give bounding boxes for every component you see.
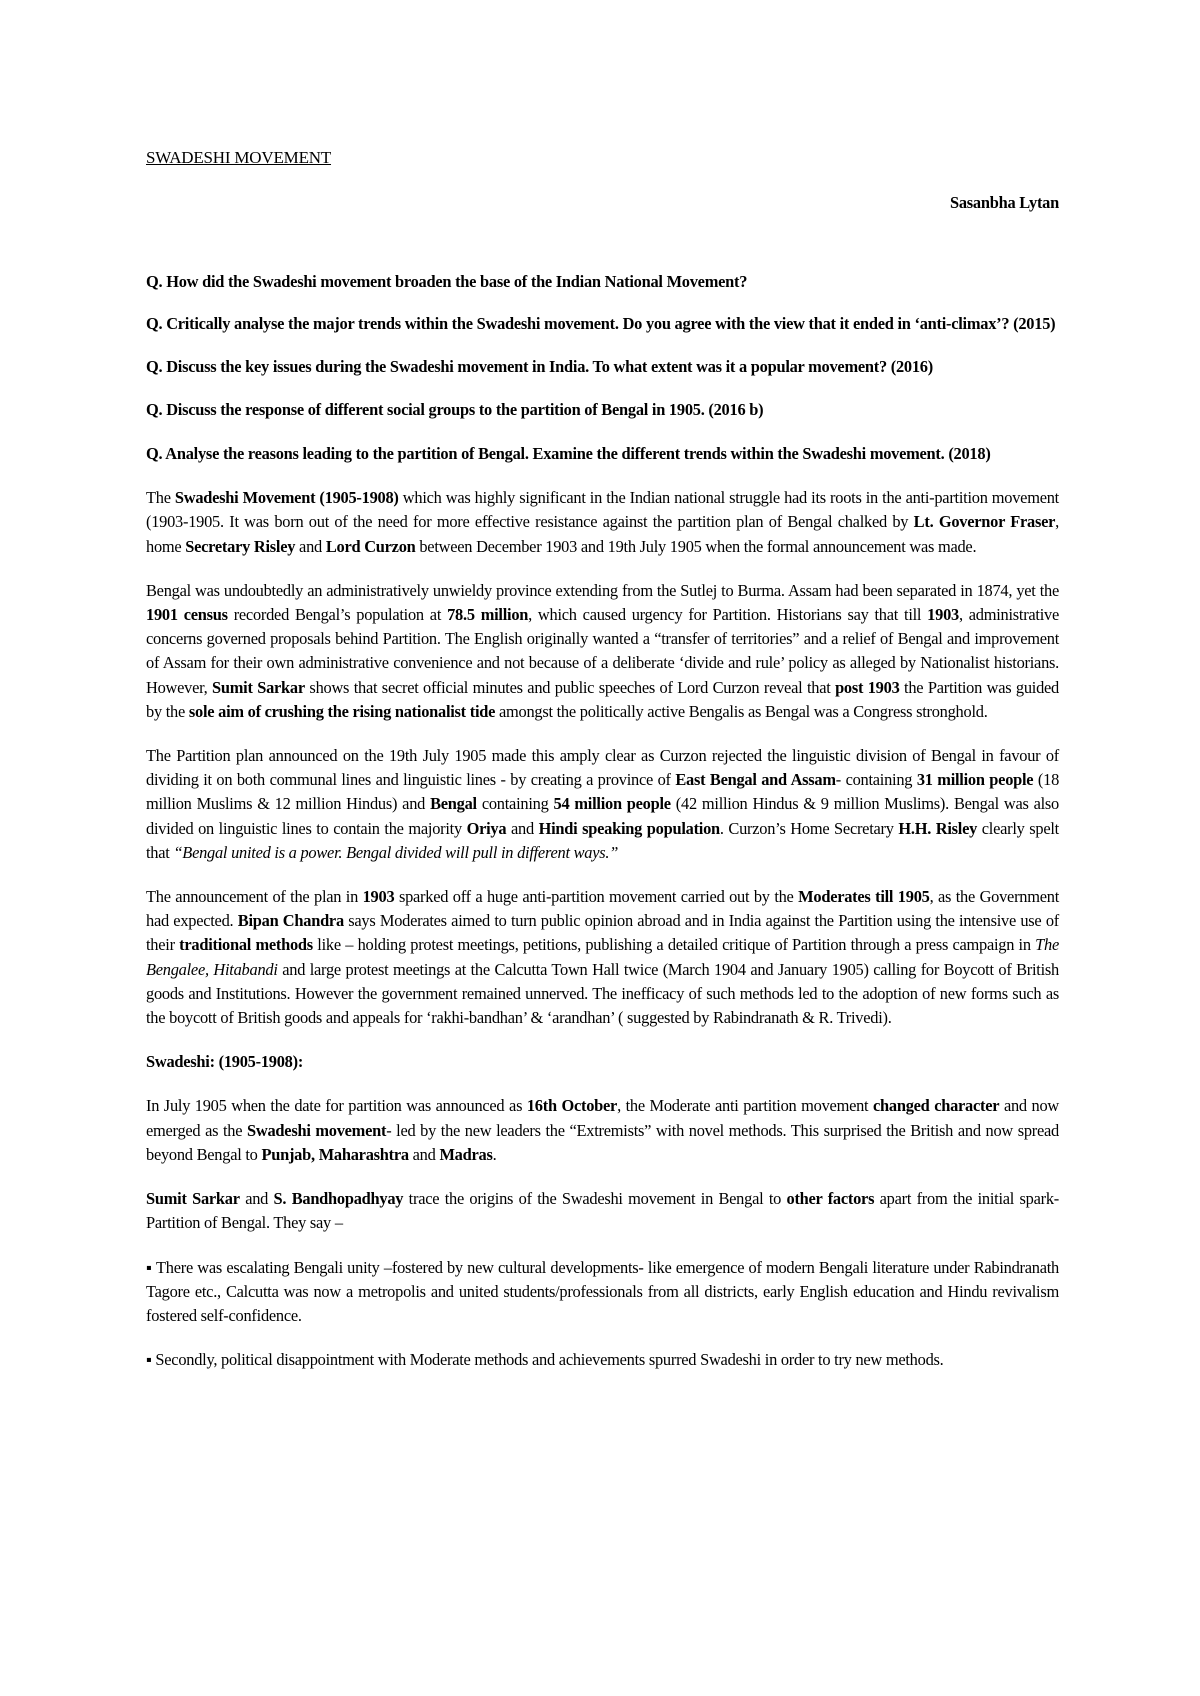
paragraph-partition-reasons: Bengal was undoubtedly an administratively unwieldy province extending from the Sutlej to Burma. Assam had been separated in 1874, yet the 1901 census recorded Bengal’s population at 78.5 million, which caused urgency for Partition. Historians say that till 1903, administrative concerns governed proposals behind Partition. The English originally wanted a “transfer of territories” and a relief of Bengal and improvement of Assam for their own administrative convenience and not because of a deliberate ‘divide and rule’ policy as alleged by Nationalist historians. However, Sumit Sarkar shows that secret official minutes and public speeches of Lord Curzon reveal that post 1903 the Partition was guided by the sole aim of crushing the rising nationalist tide amongst the politically active Bengalis as Bengal was a Congress stronghold.	[146, 580, 1060, 721]
author-name: Sasanbha Lytan	[949, 193, 1059, 212]
document-page	[146, 146, 1059, 1372]
bullet-item: ▪ Secondly, political disappointment with Moderate methods and achievements spurred Swadeshi in order to try new methods.	[146, 1350, 944, 1370]
question-1: Q. How did the Swadeshi movement broaden the base of the Indian National Movement?	[146, 272, 748, 292]
paragraph-origins: The Swadeshi Movement (1905-1908) which was highly significant in the Indian national struggle had its roots in the anti-partition movement (1903-1905. It was born out of the need for more effective resistance against the partition plan of Bengal chalked by Lt. Governor Fraser, home Secretary Risley and Lord Curzon between December 1903 and 19th July 1905 when the formal announcement was made.	[146, 488, 1060, 556]
question-5: Q. Analyse the reasons leading to the partition of Bengal. Examine the different trends within the Swadeshi movement. (2018)	[146, 444, 991, 464]
question-4: Q. Discuss the response of different social groups to the partition of Bengal in 1905. (2016 b)	[146, 399, 764, 419]
bullet-item: ▪ There was escalating Bengali unity –fostered by new cultural developments- like emergence of modern Bengali literature under Rabindranath Tagore etc., Calcutta was now a metropolis and united students/professionals from all districts, early English education and Hindu revivalism fostered self-confidence.	[146, 1257, 1059, 1325]
section-subheading: Swadeshi: (1905-1908):	[146, 1052, 304, 1072]
paragraph-partition-plan: The Partition plan announced on the 19th July 1905 made this amply clear as Curzon rejected the linguistic division of Bengal in favour of dividing it on both communal lines and linguistic lines - by creating a province of East Bengal and Assam- containing 31 million people (18 million Muslims & 12 million Hindus) and Bengal containing 54 million people (42 million Hindus & 9 million Muslims). Bengal was also divided on linguistic lines to contain the majority Oriya and Hindi speaking population. Curzon’s Home Secretary H.H. Risley clearly spelt that “Bengal united is a power. Bengal divided will pull in different ways.”	[146, 746, 1060, 862]
question-3: Q. Discuss the key issues during the Swadeshi movement in India. To what extent was it a popular movement? (2016)	[146, 356, 933, 376]
document-title: SWADESHI MOVEMENT	[146, 148, 332, 167]
paragraph-moderates: The announcement of the plan in 1903 sparked off a huge anti-partition movement carried out by the Moderates till 1905, as the Government had expected. Bipan Chandra says Moderates aimed to turn public opinion abroad and in India against the Partition using the intensive use of their traditional methods like – holding protest meetings, petitions, publishing a detailed critique of Partition through a press campaign in The Bengalee, Hitabandi and large protest meetings at the Calcutta Town Hall twice (March 1904 and January 1905) calling for Boycott of British goods and Institutions. However the government remained unnerved. The inefficacy of such methods led to the adoption of new forms such as the boycott of British goods and appeals for ‘rakhi-bandhan’ & ‘arandhan’ ( suggested by Rabindranath & R. Trivedi).	[146, 887, 1060, 1028]
question-2: Q. Critically analyse the major trends within the Swadeshi movement. Do you agree with the view that it ended in ‘anti-climax’? (2015)	[146, 314, 1056, 334]
paragraph-other-factors: Sumit Sarkar and S. Bandhopadhyay trace the origins of the Swadeshi movement in Bengal to other factors apart from the initial spark-Partition of Bengal. They say –	[146, 1189, 1059, 1233]
paragraph-swadeshi: In July 1905 when the date for partition was announced as 16th October, the Moderate anti partition movement changed character and now emerged as the Swadeshi movement- led by the new leaders the “Extremists” with novel methods. This surprised the British and now spread beyond Bengal to Punjab, Maharashtra and Madras.	[146, 1096, 1060, 1164]
